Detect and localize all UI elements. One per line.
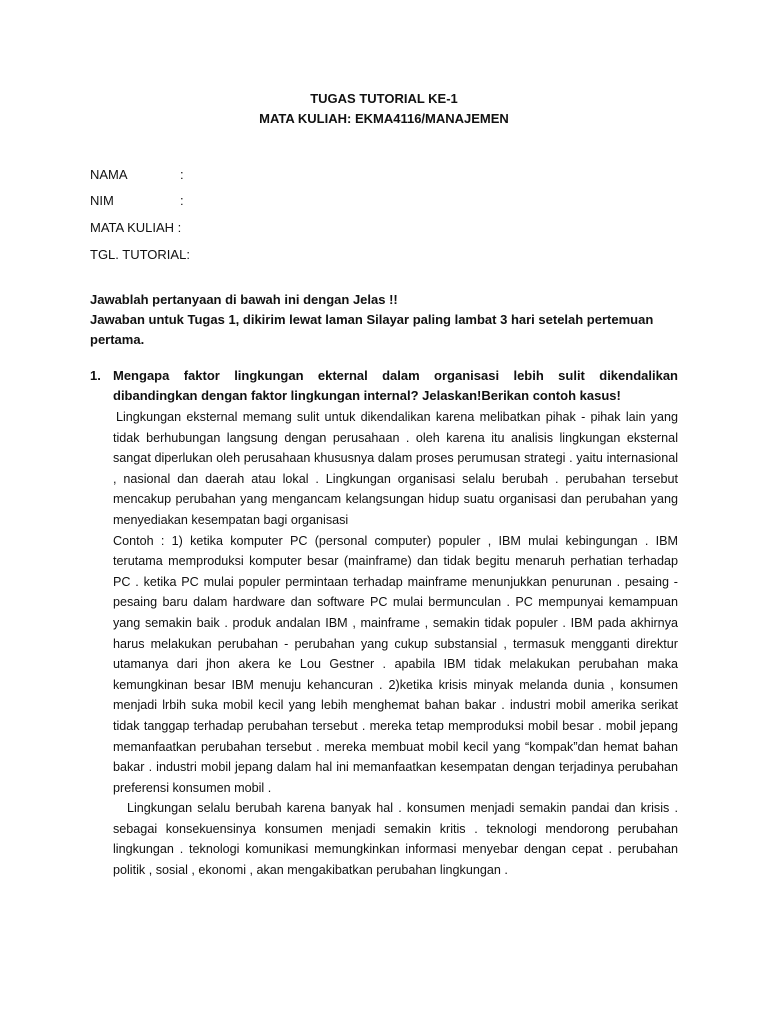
field-tgl-tutorial [90, 244, 190, 265]
answer-paragraph-2: Contoh : 1) ketika komputer PC (personal computer) populer , IBM mulai kebingungan . IBM terutama memproduksi komputer besar (mainframe) dan tidak begitu menaruh perhatian terhadap PC . ketika PC mulai populer permintaan terhadap mainframe menunjukkan penurunan . pesaing - pesaing baru dalam hardware dan software PC mulai bermunculan . PC mempunyai kemampuan yang semakin baik . produk andalan IBM , mainframe , semakin tidak populer . IBM pada akhirnya harus melakukan perubahan - perubahan yang cukup substansial , termasuk mengganti direktur utamanya dari jhon akera ke Lou Gestner . apabila IBM tidak melakukan perubahan maka kemungkinan besar IBM menuju kehancuran . 2)ketika krisis minyak melanda dunia , konsumen menjadi lrbih suka mobil kecil yang lebih menghemat bahan bakar . industri mobil amerika serikat tidak tanggap terhadap perubahan tersebut . mereka tetap memproduksi mobil besar . mobil jepang memanfaatkan perubahan tersebut . mereka membuat mobil kecil yang “kompak”dan hemat bahan bakar . industri mobil jepang dalam hal ini memanfaatkan kesempatan dengan terjadinya perubahan preferensi konsumen mobil . [113, 533, 678, 795]
instruction-line-1: Jawablah pertanyaan di bawah ini dengan Jelas !! [90, 292, 398, 307]
field-nama [90, 164, 184, 185]
field-label: NAMA [90, 167, 128, 182]
field-label: MATA KULIAH : [90, 220, 182, 235]
document-title: TUGAS TUTORIAL KE-1 [310, 91, 458, 106]
question-1 [90, 366, 678, 406]
question-number: 1. [90, 368, 101, 383]
field-label: TGL. TUTORIAL: [90, 247, 190, 262]
answer-body [113, 407, 678, 881]
answer-paragraph-3: Lingkungan selalu berubah karena banyak hal . konsumen menjadi semakin pandai dan krisis . sebagai konsekuensinya konsumen menjadi semakin kritis . teknologi mendorong perubahan lingkungan . teknologi komunikasi memungkinkan informasi menyebar dengan cepat . perubahan politik , sosial , ekonomi , akan mengakibatkan perubahan lingkungan . [113, 801, 678, 878]
field-colon: : [180, 193, 184, 208]
field-mata-kuliah [90, 217, 181, 238]
field-nim [90, 190, 184, 211]
field-colon: : [180, 167, 184, 182]
course-title: MATA KULIAH: EKMA4116/MANAJEMEN [259, 111, 509, 126]
instruction-line-2: Jawaban untuk Tugas 1, dikirim lewat laman Silayar paling lambat 3 hari setelah pertemuan pertama. [90, 312, 654, 347]
question-text: Mengapa faktor lingkungan ekternal dalam organisasi lebih sulit dikendalikan dibandingkan dengan faktor lingkungan internal? Jelaskan!Berikan contoh kasus! [113, 368, 678, 403]
answer-paragraph-1: Lingkungan eksternal memang sulit untuk dikendalikan karena melibatkan pihak - pihak lain yang tidak berhubungan langsung dengan perusahaan . oleh karena itu analisis lingkungan eksternal sangat diperlukan oleh perusahaan khususnya dalam proses perumusan strategi . yaitu internasional , nasional dan daerah atau lokal . Lingkungan organisasi selalu berubah . perubahan tersebut mencakup perubahan yang mengancam kelangsungan hidup suatu organisasi dan perubahan yang menyediakan kesempatan bagi organisasi [113, 410, 678, 527]
instructions [90, 290, 688, 350]
field-label: NIM [90, 193, 114, 208]
